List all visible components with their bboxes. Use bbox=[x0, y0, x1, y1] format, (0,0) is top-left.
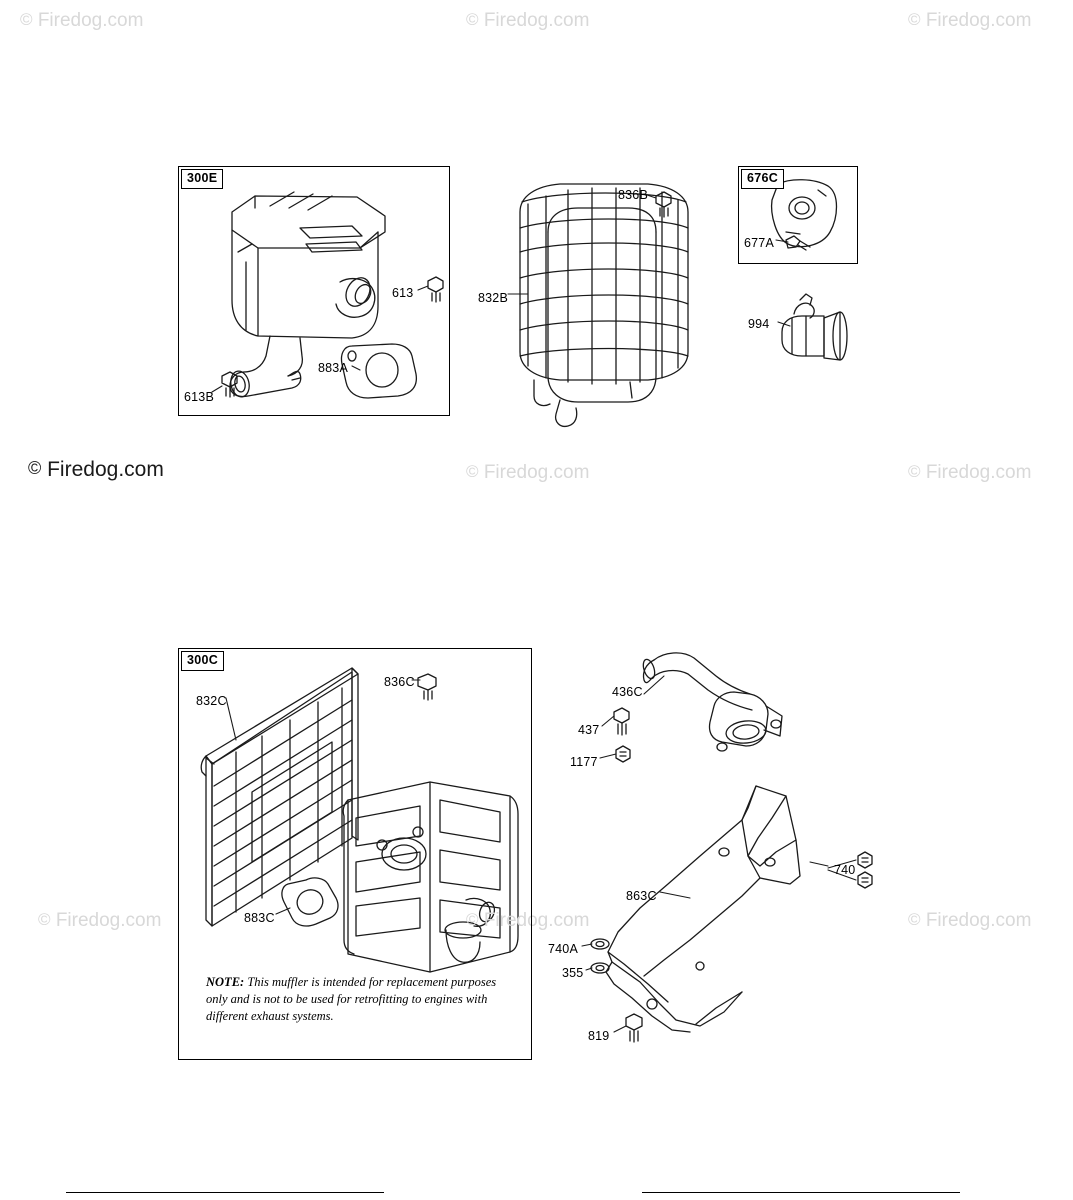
callout-677A: 677A bbox=[744, 236, 774, 250]
muffler-note bbox=[206, 974, 506, 1025]
watermark-text: Firedog.com bbox=[37, 10, 144, 31]
callout-994: 994 bbox=[748, 317, 770, 331]
watermark-copyright-symbol: © bbox=[908, 10, 921, 29]
watermark-text: Firedog.com bbox=[925, 462, 1032, 483]
watermark-text: Firedog.com bbox=[925, 910, 1032, 931]
callout-832B: 832B bbox=[478, 291, 508, 305]
watermark-text: Firedog.com bbox=[483, 10, 590, 31]
elbow-436C-art bbox=[614, 653, 782, 762]
footer-rule-right bbox=[642, 1192, 960, 1193]
panel-tag-300C: 300C bbox=[181, 651, 224, 671]
watermark-text: Firedog.com bbox=[47, 458, 164, 481]
watermark bbox=[908, 910, 1031, 932]
watermark-copyright-symbol: © bbox=[28, 458, 42, 478]
watermark-copyright-symbol: © bbox=[466, 910, 479, 929]
callout-883A: 883A bbox=[318, 361, 348, 375]
watermark-copyright-symbol: © bbox=[466, 462, 479, 481]
watermark-copyright-symbol: © bbox=[466, 10, 479, 29]
callout-863C: 863C bbox=[626, 889, 657, 903]
callout-1177: 1177 bbox=[570, 755, 598, 769]
watermark-copyright-symbol: © bbox=[908, 910, 921, 929]
callout-832C: 832C bbox=[196, 694, 227, 708]
callout-740A: 740A bbox=[548, 942, 578, 956]
callout-613: 613 bbox=[392, 286, 414, 300]
watermark-text: Firedog.com bbox=[483, 462, 590, 483]
callout-883C: 883C bbox=[244, 911, 275, 925]
watermark-copyright-symbol: © bbox=[908, 462, 921, 481]
watermark-copyright-symbol: © bbox=[38, 910, 51, 929]
part-994-art bbox=[782, 294, 847, 360]
watermark bbox=[908, 10, 1031, 32]
panel-tag-300E: 300E bbox=[181, 169, 223, 189]
callout-740: 740 bbox=[834, 863, 856, 877]
callout-613B: 613B bbox=[184, 390, 214, 404]
watermark-primary bbox=[28, 458, 164, 482]
watermark bbox=[466, 462, 589, 484]
note-lead: NOTE: bbox=[206, 975, 245, 989]
watermark bbox=[466, 10, 589, 32]
callout-836B: 836B bbox=[618, 188, 648, 202]
guard-832B-art bbox=[520, 184, 688, 426]
callout-836C: 836C bbox=[384, 675, 415, 689]
callout-355: 355 bbox=[562, 966, 584, 980]
watermark-text: Firedog.com bbox=[483, 910, 590, 931]
watermark-text: Firedog.com bbox=[925, 10, 1032, 31]
watermark-text: Firedog.com bbox=[55, 910, 162, 931]
watermark bbox=[38, 910, 161, 932]
bracket-863C-art bbox=[591, 786, 872, 1042]
callout-437: 437 bbox=[578, 723, 600, 737]
callout-436C: 436C bbox=[612, 685, 643, 699]
watermark bbox=[20, 10, 143, 32]
watermark-copyright-symbol: © bbox=[20, 10, 33, 29]
watermark bbox=[908, 462, 1031, 484]
note-text: This muffler is intended for replacement purposes only and is not to be used for retrofitting to engines with different exhaust systems. bbox=[206, 975, 497, 1023]
panel-tag-676C: 676C bbox=[741, 169, 784, 189]
callout-819: 819 bbox=[588, 1029, 610, 1043]
footer-rule-left bbox=[66, 1192, 384, 1193]
